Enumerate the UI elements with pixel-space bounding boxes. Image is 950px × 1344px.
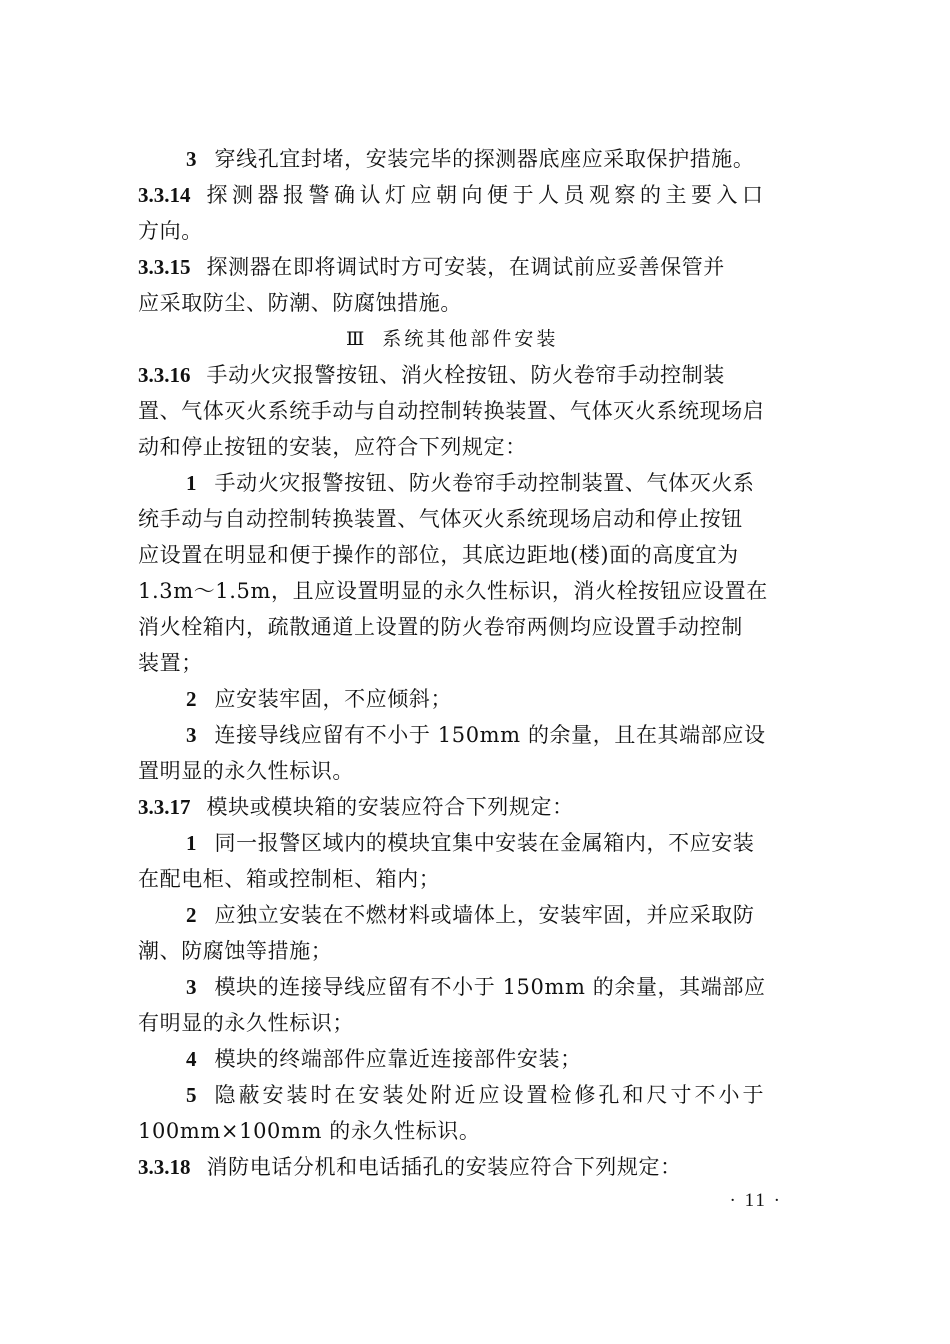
line-text: 潮、防腐蚀等措施；: [138, 939, 333, 963]
item-5-line-2c: [138, 1116, 808, 1152]
line-text: 置明显的永久性标识。: [138, 759, 354, 783]
line-text: 置、气体灭火系统手动与自动控制转换装置、气体灭火系统现场启: [138, 399, 765, 423]
item-3-line-1: [186, 144, 808, 180]
clause-number: 3.3.17: [138, 795, 191, 819]
line-text: 方向。: [138, 219, 203, 243]
clause-3-3-14-line-2: [138, 216, 808, 252]
item-2-line-1: [186, 684, 808, 720]
item-1-line-2c: [138, 864, 808, 900]
line-text: 模块的终端部件应靠近连接部件安装；: [214, 1047, 582, 1071]
line-text: 穿线孔宜封堵，安装完毕的探测器底座应采取保护措施。: [214, 147, 755, 171]
clause-3-3-16-line-2: [138, 396, 808, 432]
item-number: 3: [186, 723, 197, 747]
item-1-line-1c: [186, 828, 808, 864]
item-number: 4: [186, 1047, 197, 1071]
clause-3-3-16-line-1: [138, 360, 808, 396]
clause-3-3-15-line-1: [138, 252, 808, 288]
section-title-text: 系统其他部件安装: [382, 328, 559, 350]
clause-number: 3.3.14: [138, 183, 191, 207]
item-1-line-2: [138, 504, 808, 540]
line-text: 1.3m～1.5m，且应设置明显的永久性标识，消火栓按钮应设置在: [138, 579, 768, 603]
line-text: 装置；: [138, 651, 203, 675]
clause-3-3-16-line-3: [138, 432, 808, 468]
item-number: 2: [186, 903, 197, 927]
line-text: 模块或模块箱的安装应符合下列规定：: [206, 795, 574, 819]
line-text: 应采取防尘、防潮、防腐蚀措施。: [138, 291, 462, 315]
line-text: 手动火灾报警按钮、消火栓按钮、防火卷帘手动控制装: [206, 363, 725, 387]
item-number: 3: [186, 975, 197, 999]
item-2-line-1c: [186, 900, 808, 936]
line-text: 应独立安装在不燃材料或墙体上，安装牢固，并应采取防: [214, 903, 755, 927]
line-text: 统手动与自动控制转换装置、气体灭火系统现场启动和停止按钮: [138, 507, 743, 531]
page-number: · 11 ·: [729, 1190, 782, 1211]
line-text: 模块的连接导线应留有不小于 150mm 的余量，其端部应: [214, 975, 766, 999]
line-text: 动和停止按钮的安装，应符合下列规定：: [138, 435, 527, 459]
item-3-line-1c: [186, 972, 808, 1008]
item-1-line-1: [186, 468, 808, 504]
item-4-line-1c: [186, 1044, 808, 1080]
item-1-line-4: [138, 576, 808, 612]
line-text: 消防电话分机和电话插孔的安装应符合下列规定：: [206, 1155, 682, 1179]
line-text: 同一报警区域内的模块宜集中安装在金属箱内，不应安装: [214, 831, 755, 855]
section-roman-numeral: Ⅲ: [346, 329, 365, 350]
line-text: 隐蔽安装时在安装处附近应设置检修孔和尺寸不小于: [214, 1083, 767, 1107]
line-text: 连接导线应留有不小于 150mm 的余量，且在其端部应设: [214, 723, 766, 747]
item-number: 3: [186, 147, 197, 171]
line-text: 有明显的永久性标识；: [138, 1011, 354, 1035]
line-text: 应安装牢固，不应倾斜；: [214, 687, 453, 711]
clause-number: 3.3.18: [138, 1155, 191, 1179]
item-number: 2: [186, 687, 197, 711]
line-text: 手动火灾报警按钮、防火卷帘手动控制装置、气体灭火系: [214, 471, 755, 495]
item-number: 1: [186, 831, 197, 855]
line-text: 探测器在即将调试时方可安装，在调试前应妥善保管并: [206, 255, 725, 279]
item-3-line-1b: [186, 720, 808, 756]
item-1-line-3: [138, 540, 808, 576]
item-3-line-2c: [138, 1008, 808, 1044]
line-text: 应设置在明显和便于操作的部位，其底边距地(楼)面的高度宜为: [138, 543, 739, 567]
clause-number: 3.3.16: [138, 363, 191, 387]
line-text: 100mm×100mm 的永久性标识。: [138, 1119, 481, 1143]
line-text: 探测器报警确认灯应朝向便于人员观察的主要入口: [206, 183, 768, 207]
item-number: 1: [186, 471, 197, 495]
item-1-line-6: [138, 648, 808, 684]
clause-3-3-17-line-1: [138, 792, 808, 828]
section-heading: [346, 324, 646, 355]
item-5-line-1c: [186, 1080, 808, 1116]
item-1-line-5: [138, 612, 808, 648]
item-2-line-2c: [138, 936, 808, 972]
clause-number: 3.3.15: [138, 255, 191, 279]
line-text: 在配电柜、箱或控制柜、箱内；: [138, 867, 441, 891]
clause-3-3-15-line-2: [138, 288, 808, 324]
clause-3-3-14-line-1: [138, 180, 808, 216]
clause-3-3-18-line-1: [138, 1152, 808, 1188]
item-number: 5: [186, 1083, 197, 1107]
item-3-line-2b: [138, 756, 808, 792]
line-text: 消火栓箱内，疏散通道上设置的防火卷帘两侧均应设置手动控制: [138, 615, 743, 639]
